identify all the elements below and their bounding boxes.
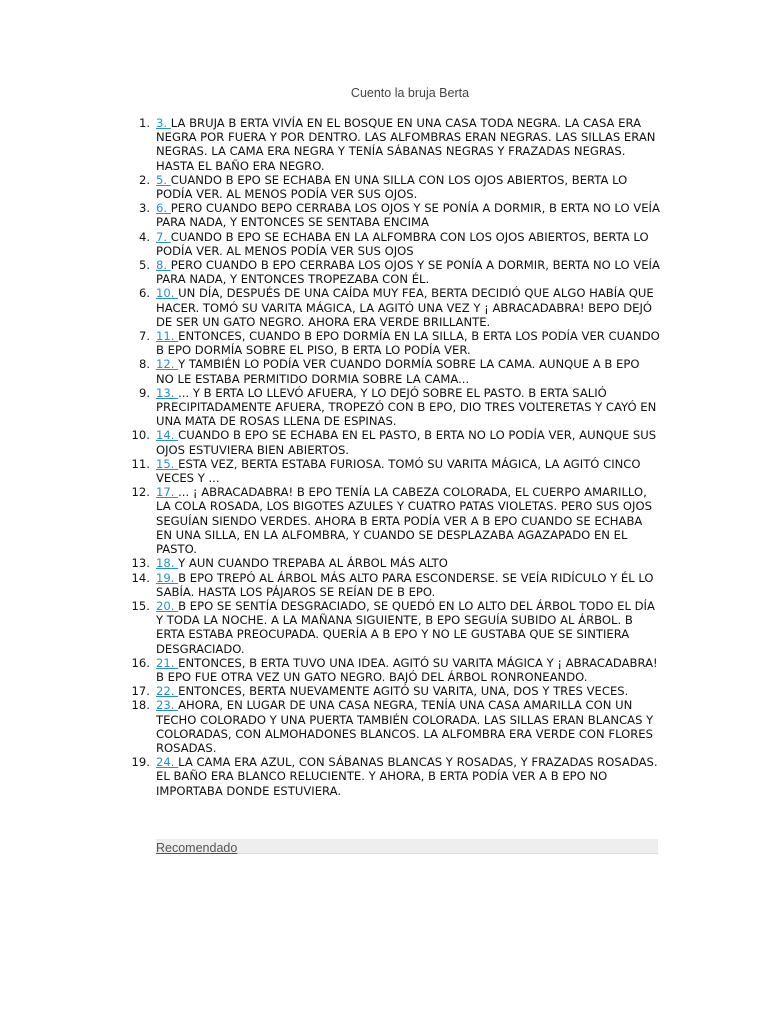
list-item (131, 698, 660, 755)
list-item (138, 258, 660, 287)
list-item (138, 172, 660, 202)
reference-link[interactable]: 19. (156, 570, 179, 585)
reference-link[interactable]: 13. (156, 385, 179, 400)
reference-link[interactable]: 6. (156, 201, 171, 216)
list-item-number: 6. (138, 286, 150, 301)
list-item (138, 357, 660, 386)
list-item-number: 11. (131, 456, 150, 471)
list-item-number: 2. (138, 172, 150, 187)
reference-link[interactable]: 14. (156, 428, 179, 443)
reference-link[interactable]: 22. (156, 684, 179, 699)
list-item-text: ENTONCES, BERTA NUEVAMENTE AGITÓ SU VARITA, UNA, DOS Y TRES VECES. (178, 684, 629, 699)
reference-link[interactable]: 18. (156, 556, 179, 571)
list-item-text: PERO CUANDO B EPO CERRABA LOS OJOS Y SE PONÍA A DORMIR, BERTA NO LO VEÍA PARA NADA, Y ENTONCES TROPEZABA CON ÉL. (156, 258, 660, 287)
reference-link[interactable]: 3. (156, 116, 171, 130)
list-item-text: AHORA, EN LUGAR DE UNA CASA NEGRA, TENÍA UNA CASA AMARILLA CON UN TECHO COLORADO Y UNA PUERTA TAMBIÉN COLORADA. LAS SILLAS ERAN BLANCAS Y COLORADAS, CON ALMOHADONES BLANCOS. LA ALFOMBRA ERA VERDE CON FLORES ROSADAS. (156, 698, 654, 755)
reference-link[interactable]: 12. (156, 357, 179, 372)
list-item (138, 116, 660, 173)
list-item-number: 5. (138, 258, 150, 273)
list-item-number: 12. (131, 485, 150, 500)
story-list (131, 116, 660, 798)
list-item-text: LA BRUJA B ERTA VIVÍA EN EL BOSQUE EN UNA CASA TODA NEGRA. LA CASA ERA NEGRA POR FUERA Y POR DENTRO. LAS ALFOMBRAS ERAN NEGRAS. LAS SILLAS ERAN NEGRAS. LA CAMA ERA NEGRA Y TENÍA SÁBANAS NEGRAS Y FRAZADAS NEGRAS. HASTA EL BAÑO ERA NEGRO. (156, 116, 656, 173)
list-item-number: 13. (131, 556, 150, 571)
list-item-number: 15. (131, 598, 150, 613)
list-item-number: 9. (138, 385, 150, 400)
list-item-text: PERO CUANDO BEPO CERRABA LOS OJOS Y SE PONÍA A DORMIR, B ERTA NO LO VEÍA PARA NADA, Y ENTONCES SE SENTABA ENCIMA (156, 201, 660, 230)
list-item-text: CUANDO B EPO SE ECHABA EN EL PASTO, B ERTA NO LO PODÍA VER, AUNQUE SUS OJOS ESTUVIERA BIEN ABIERTOS. (156, 428, 657, 457)
list-item (131, 755, 660, 798)
reference-link[interactable]: 17. (156, 485, 179, 500)
list-item-number: 19. (131, 755, 150, 770)
list-item (138, 385, 660, 429)
list-item-text: B EPO SE SENTÍA DESGRACIADO, SE QUEDÓ EN LO ALTO DEL ÁRBOL TODO EL DÍA Y TODA LA NOCHE. A LA MAÑANA SIGUIENTE, B EPO SEGUÍA SUBIDO AL ÁRBOL. B ERTA ESTABA PREOCUPADA. QUERÍA A B EPO Y NO LE GUSTABA QUE SE SINTIERA DESGRACIADO. (156, 598, 655, 656)
reference-link[interactable]: 23. (156, 698, 179, 713)
list-item (131, 556, 660, 571)
list-item (138, 329, 660, 358)
list-item (138, 201, 660, 230)
list-item-number: 7. (138, 329, 150, 344)
list-item-text: ENTONCES, B ERTA TUVO UNA IDEA. AGITÓ SU VARITA MÁGICA Y ¡ ABRACADABRA! B EPO FUE OTRA VEZ UN GATO NEGRO. BAJÓ DEL ÁRBOL RONRONEANDO. (156, 655, 658, 684)
list-item (131, 456, 660, 486)
list-item-number: 18. (131, 698, 150, 713)
list-item (131, 428, 660, 457)
recommended-link[interactable]: Recomendado (156, 841, 238, 855)
reference-link[interactable]: 10. (156, 286, 179, 301)
reference-link[interactable]: 7. (156, 229, 171, 244)
list-item-number: 10. (131, 428, 150, 443)
list-item (131, 598, 660, 656)
list-item (138, 229, 660, 258)
list-item-text: ... ¡ ABRACADABRA! B EPO TENÍA LA CABEZA COLORADA, EL CUERPO AMARILLO, LA COLA ROSADA, LOS BIGOTES AZULES Y CUATRO PATAS VIOLETAS. PERO SUS OJOS SEGUÍAN SIENDO VERDES. AHORA B ERTA PODÍA VER A B EPO CUANDO SE ECHABA EN UNA SILLA, EN LA ALFOMBRA, Y CUANDO SE DESPLAZABA AGAZAPADO EN EL PASTO. (156, 485, 652, 557)
list-item-text: CUANDO B EPO SE ECHABA EN LA ALFOMBRA CON LOS OJOS ABIERTOS, BERTA LO PODÍA VER. AL MENOS PODÍA VER SUS OJOS (156, 229, 649, 258)
list-item-number: 17. (131, 684, 150, 699)
list-item (131, 684, 660, 699)
list-item-number: 4. (138, 229, 150, 244)
list-item-text: ESTA VEZ, BERTA ESTABA FURIOSA. TOMÓ SU VARITA MÁGICA, LA AGITÓ CINCO VECES Y ... (156, 456, 641, 486)
reference-link[interactable]: 5. (156, 172, 171, 187)
reference-link[interactable]: 15. (156, 456, 179, 471)
reference-link[interactable]: 24. (156, 755, 179, 770)
list-item-text: ... Y B ERTA LO LLEVÓ AFUERA, Y LO DEJÓ SOBRE EL PASTO. B ERTA SALIÓ PRECIPITADAMENTE AFUERA, TROPEZÓ CON B EPO, DIO TRES VOLTERETAS Y CAYÓ EN UNA MATA DE ROSAS LLENA DE ESPINAS. (156, 385, 657, 429)
list-item (131, 570, 660, 599)
list-item (138, 286, 660, 329)
list-item-number: 14. (131, 570, 150, 585)
list-item-text: ENTONCES, CUANDO B EPO DORMÍA EN LA SILLA, B ERTA LOS PODÍA VER CUANDO B EPO DORMÍA SOBRE EL PISO, B ERTA LO PODÍA VER. (156, 329, 660, 358)
reference-link[interactable]: 21. (156, 655, 179, 670)
list-item-text: Y TAMBIÉN LO PODÍA VER CUANDO DORMÍA SOBRE LA CAMA. AUNQUE A B EPO NO LE ESTABA PERMITIDO DORMIA SOBRE LA CAMA... (156, 357, 640, 386)
list-item-number: 16. (131, 655, 150, 670)
list-item-number: 1. (138, 116, 150, 130)
reference-link[interactable]: 11. (156, 329, 179, 344)
list-item (131, 655, 660, 684)
list-item-text: B EPO TREPÓ AL ÁRBOL MÁS ALTO PARA ESCONDERSE. SE VEÍA RIDÍCULO Y ÉL LO SABÍA. HASTA LOS PÁJAROS SE REÍAN DE B EPO. (156, 570, 654, 599)
list-item (131, 485, 660, 557)
page-title: Cuento la bruja Berta (350, 86, 470, 100)
reference-link[interactable]: 8. (156, 258, 171, 273)
list-item-text: Y AUN CUANDO TREPABA AL ÁRBOL MÁS ALTO (178, 556, 448, 571)
list-item-number: 3. (138, 201, 150, 216)
list-item-text: CUANDO B EPO SE ECHABA EN UNA SILLA CON LOS OJOS ABIERTOS, BERTA LO PODÍA VER. AL MENOS PODÍA VER SUS OJOS. (156, 172, 628, 202)
recommended-bar (156, 839, 658, 854)
list-item-text: LA CAMA ERA AZUL, CON SÁBANAS BLANCAS Y ROSADAS, Y FRAZADAS ROSADAS. EL BAÑO ERA BLANCO RELUCIENTE. Y AHORA, B ERTA PODÍA VER A B EPO NO IMPORTABA DONDE ESTUVIERA. (156, 755, 658, 798)
list-item-number: 8. (138, 357, 150, 372)
list-item-text: UN DÍA, DESPUÉS DE UNA CAÍDA MUY FEA, BERTA DECIDIÓ QUE ALGO HABÍA QUE HACER. TOMÓ SU VARITA MÁGICA, LA AGITÓ UNA VEZ Y ¡ ABRACADABRA! BEPO DEJÓ DE SER UN GATO NEGRO. AHORA ERA VERDE BRILLANTE. (156, 286, 654, 329)
reference-link[interactable]: 20. (156, 598, 179, 613)
